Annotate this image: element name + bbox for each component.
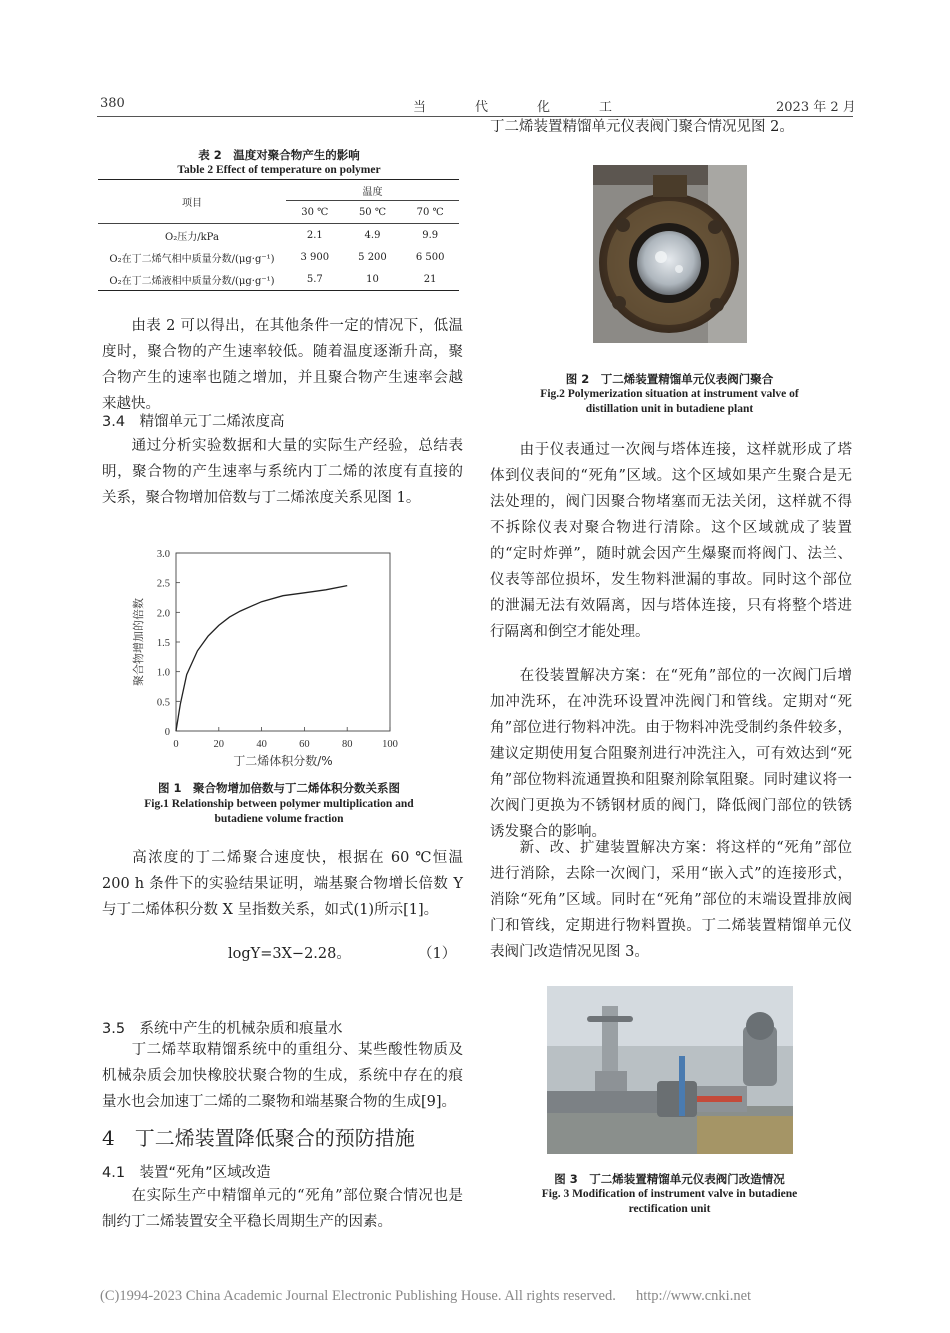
right-paragraph-3: 新、改、扩建装置解决方案：将这样的“死角”部位进行消除，去除一次阀门，采用“嵌入式”的连接形式，消除“死角”区域。同时在“死角”部位的末端设置排放阀门和管线，定期进行物料置换。丁二烯装置精馏单元仪表阀门改造情况见图 3。 xyxy=(490,840,852,960)
footer-copyright: (C)1994-2023 China Academic Journal Electronic Publishing House. All rights reserved. xyxy=(100,1288,616,1304)
section-4-1-heading: 4.1 装置“死角”区域改造 xyxy=(102,1165,271,1181)
table2-row-label: O₂在丁二烯气相中质量分数/(μg·g⁻¹) xyxy=(109,253,275,265)
table2-cell: 3 900 xyxy=(300,251,330,263)
fig2-caption-cn: 图 2 丁二烯装置精馏单元仪表阀门聚合 xyxy=(565,372,774,386)
journal-title: 当 代 化 工 xyxy=(413,100,631,115)
table-row xyxy=(98,224,459,247)
fig2-caption-en-line2: distillation unit in butadiene plant xyxy=(585,403,754,415)
fig1-caption-en-line1: Fig.1 Relationship between polymer multiplication and xyxy=(144,798,414,810)
y-tick-label: 2.5 xyxy=(156,578,170,590)
left-paragraph-1: 由表 2 可以得出，在其他条件一定的情况下，低温度时，聚合物的产生速率较低。随着温度逐渐升高，聚合物产生的速率也随之增加，并且聚合物产生速率会越来越快。 xyxy=(102,318,463,412)
y-tick-label: 2.0 xyxy=(156,608,170,620)
right-paragraph-2: 在役装置解决方案：在“死角”部位的一次阀门后增加冲洗环，在冲洗环设置冲洗阀门和管线。定期对“死角”部位进行物料冲洗。由于物料冲洗受制约条件较多，建议定期使用复合阻聚剂进行冲洗注入，可有效达到“死角”部位物料流通置换和阻聚剂除氧阻聚。同时建议将一次阀门更换为不锈钢材质的阀门，降低阀门部位的铁锈诱发聚合的影响。 xyxy=(490,668,852,840)
table2-temp-50: 50 ℃ xyxy=(344,201,402,224)
series-line-polymer-multiplication xyxy=(176,586,347,731)
section-4-heading: 4 丁二烯装置降低聚合的预防措施 xyxy=(102,1126,415,1150)
table-row xyxy=(98,246,459,268)
formula-number: （1） xyxy=(418,946,457,962)
right-paragraph-0: 丁二烯装置精馏单元仪表阀门聚合情况见图 2。 xyxy=(490,119,794,135)
table2-temp-70: 70 ℃ xyxy=(401,201,459,224)
y-tick-label: 1.0 xyxy=(156,667,170,679)
table2 xyxy=(98,179,459,291)
table2-col-temp: 温度 xyxy=(362,186,383,198)
section-3-5-heading: 3.5 系统中产生的机械杂质和痕量水 xyxy=(102,1021,343,1037)
left-paragraph-5: 在实际生产中精馏单元的“死角”部位聚合情况也是制约丁二烯装置安全平稳长周期生产的因素。 xyxy=(102,1188,463,1230)
footer-url[interactable]: http://www.cnki.net xyxy=(636,1288,752,1304)
formula-1: logY=3X−2.28。 xyxy=(228,946,351,962)
table2-title-en: Table 2 Effect of temperature on polymer xyxy=(177,164,381,176)
y-axis-label: 聚合物增加的倍数 xyxy=(132,598,145,686)
x-tick-label: 40 xyxy=(256,739,267,750)
fig1-caption-en-line2: butadiene volume fraction xyxy=(214,813,344,825)
table2-row-label: O₂压力/kPa xyxy=(165,231,219,243)
table2-cell: 21 xyxy=(423,273,437,285)
plot-frame xyxy=(176,553,390,731)
table2-cell: 6 500 xyxy=(415,251,445,263)
section-3-4-heading: 3.4 精馏单元丁二烯浓度高 xyxy=(102,414,285,430)
table2-cell: 4.9 xyxy=(364,229,381,241)
figure2-photo-flange xyxy=(593,165,747,343)
figure1-chart xyxy=(120,540,410,780)
left-paragraph-4: 丁二烯萃取精馏系统中的重组分、某些酸性物质及机械杂质会加快橡胶状聚合物的生成，系统中存在的痕量水也会加速丁二烯的二聚物和端基聚合物的生成[9]。 xyxy=(102,1042,463,1110)
x-tick-label: 60 xyxy=(299,739,310,750)
x-axis-label: 丁二烯体积分数/% xyxy=(233,754,333,768)
fig3-caption-en-line2: rectification unit xyxy=(628,1203,711,1215)
x-tick-label: 20 xyxy=(213,739,225,750)
table2-title-cn: 表 2 温度对聚合物产生的影响 xyxy=(198,148,360,162)
left-paragraph-2: 通过分析实验数据和大量的实际生产经验，总结表明，聚合物的产生速率与系统内丁二烯的浓度有直接的关系，聚合物增加倍数与丁二烯浓度关系见图 1。 xyxy=(102,438,463,506)
x-tick-label: 100 xyxy=(382,739,398,750)
x-tick-label: 80 xyxy=(341,739,353,750)
y-tick-label: 0 xyxy=(164,727,170,738)
figure3-photo-valve xyxy=(547,986,793,1154)
issue-date: 2023 年 2 月 xyxy=(776,100,856,115)
table2-cell: 9.9 xyxy=(422,229,439,241)
y-tick-label: 3.0 xyxy=(156,549,170,560)
table-row xyxy=(98,268,459,291)
table2-cell: 10 xyxy=(366,273,379,285)
fig1-caption-cn: 图 1 聚合物增加倍数与丁二烯体积分数关系图 xyxy=(157,781,400,795)
page-number: 380 xyxy=(100,96,125,111)
table2-row-label: O₂在丁二烯液相中质量分数/(μg·g⁻¹) xyxy=(109,275,275,287)
table2-col-item: 项目 xyxy=(98,180,286,224)
x-tick-label: 0 xyxy=(173,739,179,750)
fig3-caption-cn: 图 3 丁二烯装置精馏单元仪表阀门改造情况 xyxy=(554,1172,785,1186)
y-tick-label: 0.5 xyxy=(156,697,170,709)
right-paragraph-1: 由于仪表通过一次阀与塔体连接，这样就形成了塔体到仪表间的“死角”区域。这个区域如果产生聚合是无法处理的，阀门因聚合物堵塞而无法关闭，这样就不得不拆除仪表对聚合物进行清除。这个区域就成了装置的“定时炸弹”，随时就会因产生爆聚而将阀门、法兰、仪表等部位损坏，发生物料泄漏的事故。同时这个部位的泄漏无法有效隔离，因与塔体连接，只有将整个塔进行隔离和倒空才能处理。 xyxy=(490,442,852,640)
table2-cell: 5.7 xyxy=(306,273,323,285)
table2-cell: 5 200 xyxy=(358,251,387,263)
table2-cell: 2.1 xyxy=(306,229,323,241)
table2-temp-30: 30 ℃ xyxy=(286,201,344,224)
left-paragraph-3: 高浓度的丁二烯聚合速度快，根据在 60 ℃恒温 200 h 条件下的实验结果证明，端基聚合物增长倍数 Y 与丁二烯体积分数 X 呈指数关系，如式(1)所示[1]。 xyxy=(102,850,463,918)
fig3-caption-en-line1: Fig. 3 Modification of instrument valve in butadiene xyxy=(541,1188,798,1200)
fig2-caption-en-line1: Fig.2 Polymerization situation at instrument valve of xyxy=(540,388,799,400)
y-tick-label: 1.5 xyxy=(156,638,170,649)
